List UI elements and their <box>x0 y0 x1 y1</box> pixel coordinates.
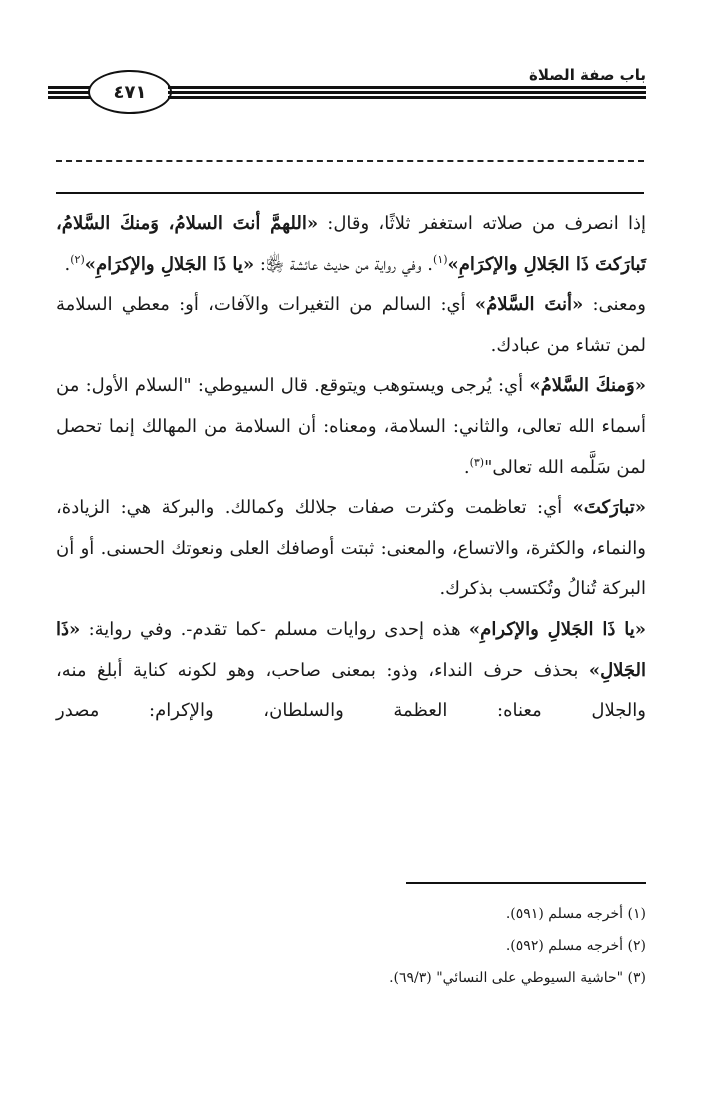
paragraph-2 <box>56 285 646 366</box>
p1-text-4: . <box>64 253 71 275</box>
p1-quote-2: «يا ذَا الجَلالِ والإكرَامِ» <box>84 253 255 275</box>
p3-text-2: . <box>463 456 470 478</box>
footnotes <box>56 898 646 994</box>
p1-text-1: إذا انصرف من صلاته استغفر ثلاثًا، وقال: <box>318 213 646 234</box>
p5-quote-2: «ذَا الجَلالِ» <box>56 618 646 681</box>
p5-quote-1: «يا ذَا الجَلالِ والإكرامِ» <box>468 618 646 640</box>
p3-quote-1: «وَمنكَ السَّلامُ» <box>529 375 646 397</box>
footnote-ref-2: (٢) <box>70 252 85 266</box>
main-text <box>56 204 646 732</box>
paragraph-5 <box>56 610 646 732</box>
p2-quote-1: «أنتَ السَّلامُ» <box>474 294 584 316</box>
p1-quote-1: «اللهمَّ أنتَ السلامُ، وَمنكَ السَّلامُ، تَبارَكتَ ذَا الجَلالِ والإكرَامِ» <box>56 213 646 275</box>
page-header <box>48 68 646 132</box>
paragraph-4 <box>56 488 646 610</box>
p1-text-2: . وفي رواية من حديث عائشة <box>284 253 434 275</box>
p2-text-1: ومعنى: <box>583 294 646 316</box>
p3-text-1: أي: يُرجى ويستوهب ويتوقع. قال السيوطي: "السلام الأول: من أسماء الله تعالى، والثاني: السلامة، ومعناه: أن السلامة من المهالك إنما تحصل لمن سَلَّمه الله تعالى" <box>56 375 646 478</box>
footnote-3: (٣) "حاشية السيوطي على النسائي" (٦٩/٣). <box>389 970 646 986</box>
p4-text-1: أي: تعاظمت وكثرت صفات جلالك وكمالك. والبركة هي: الزيادة، والنماء، والكثرة، والاتساع، والمعنى: ثبتت أوصافك العلى ونعوتك الحسنى. أو أن البركة تُنالُ وتُكتسب بذكرك. <box>56 497 646 600</box>
page-number <box>88 70 172 114</box>
footnote-ref-1: (١) <box>433 252 448 266</box>
footnote-rule <box>406 882 646 884</box>
page-number-text: ٤٧١ <box>113 81 147 103</box>
paragraph-3 <box>56 366 646 488</box>
paragraph-1 <box>56 204 646 285</box>
p5-text-2: بحذف حرف النداء، وذو: بمعنى صاحب، وهو لكونه كناية أبلغ منه، والجلال معناه: العظمة والسلطان، والإكرام: مصدر <box>56 659 646 722</box>
p1-honorific: ﵂: <box>254 253 285 275</box>
footnote-1: (١) أخرجه مسلم (٥٩١). <box>505 906 646 922</box>
p2-text-2: أي: السالم من التغيرات والآفات، أو: معطي السلامة لمن تشاء من عبادك. <box>56 294 646 356</box>
header-rule-left <box>48 86 90 100</box>
chapter-title: باب صفة الصلاة <box>529 66 646 84</box>
p4-quote-1: «تبارَكتَ» <box>572 497 646 519</box>
header-rule-right <box>168 86 646 100</box>
dashed-divider <box>56 160 644 162</box>
footnote-ref-3: (٣) <box>469 455 485 469</box>
solid-divider <box>56 192 644 194</box>
p5-text-1: هذه إحدى روايات مسلم -كما تقدم-. وفي رواية: <box>80 618 469 640</box>
footnote-2: (٢) أخرجه مسلم (٥٩٢). <box>505 938 646 954</box>
